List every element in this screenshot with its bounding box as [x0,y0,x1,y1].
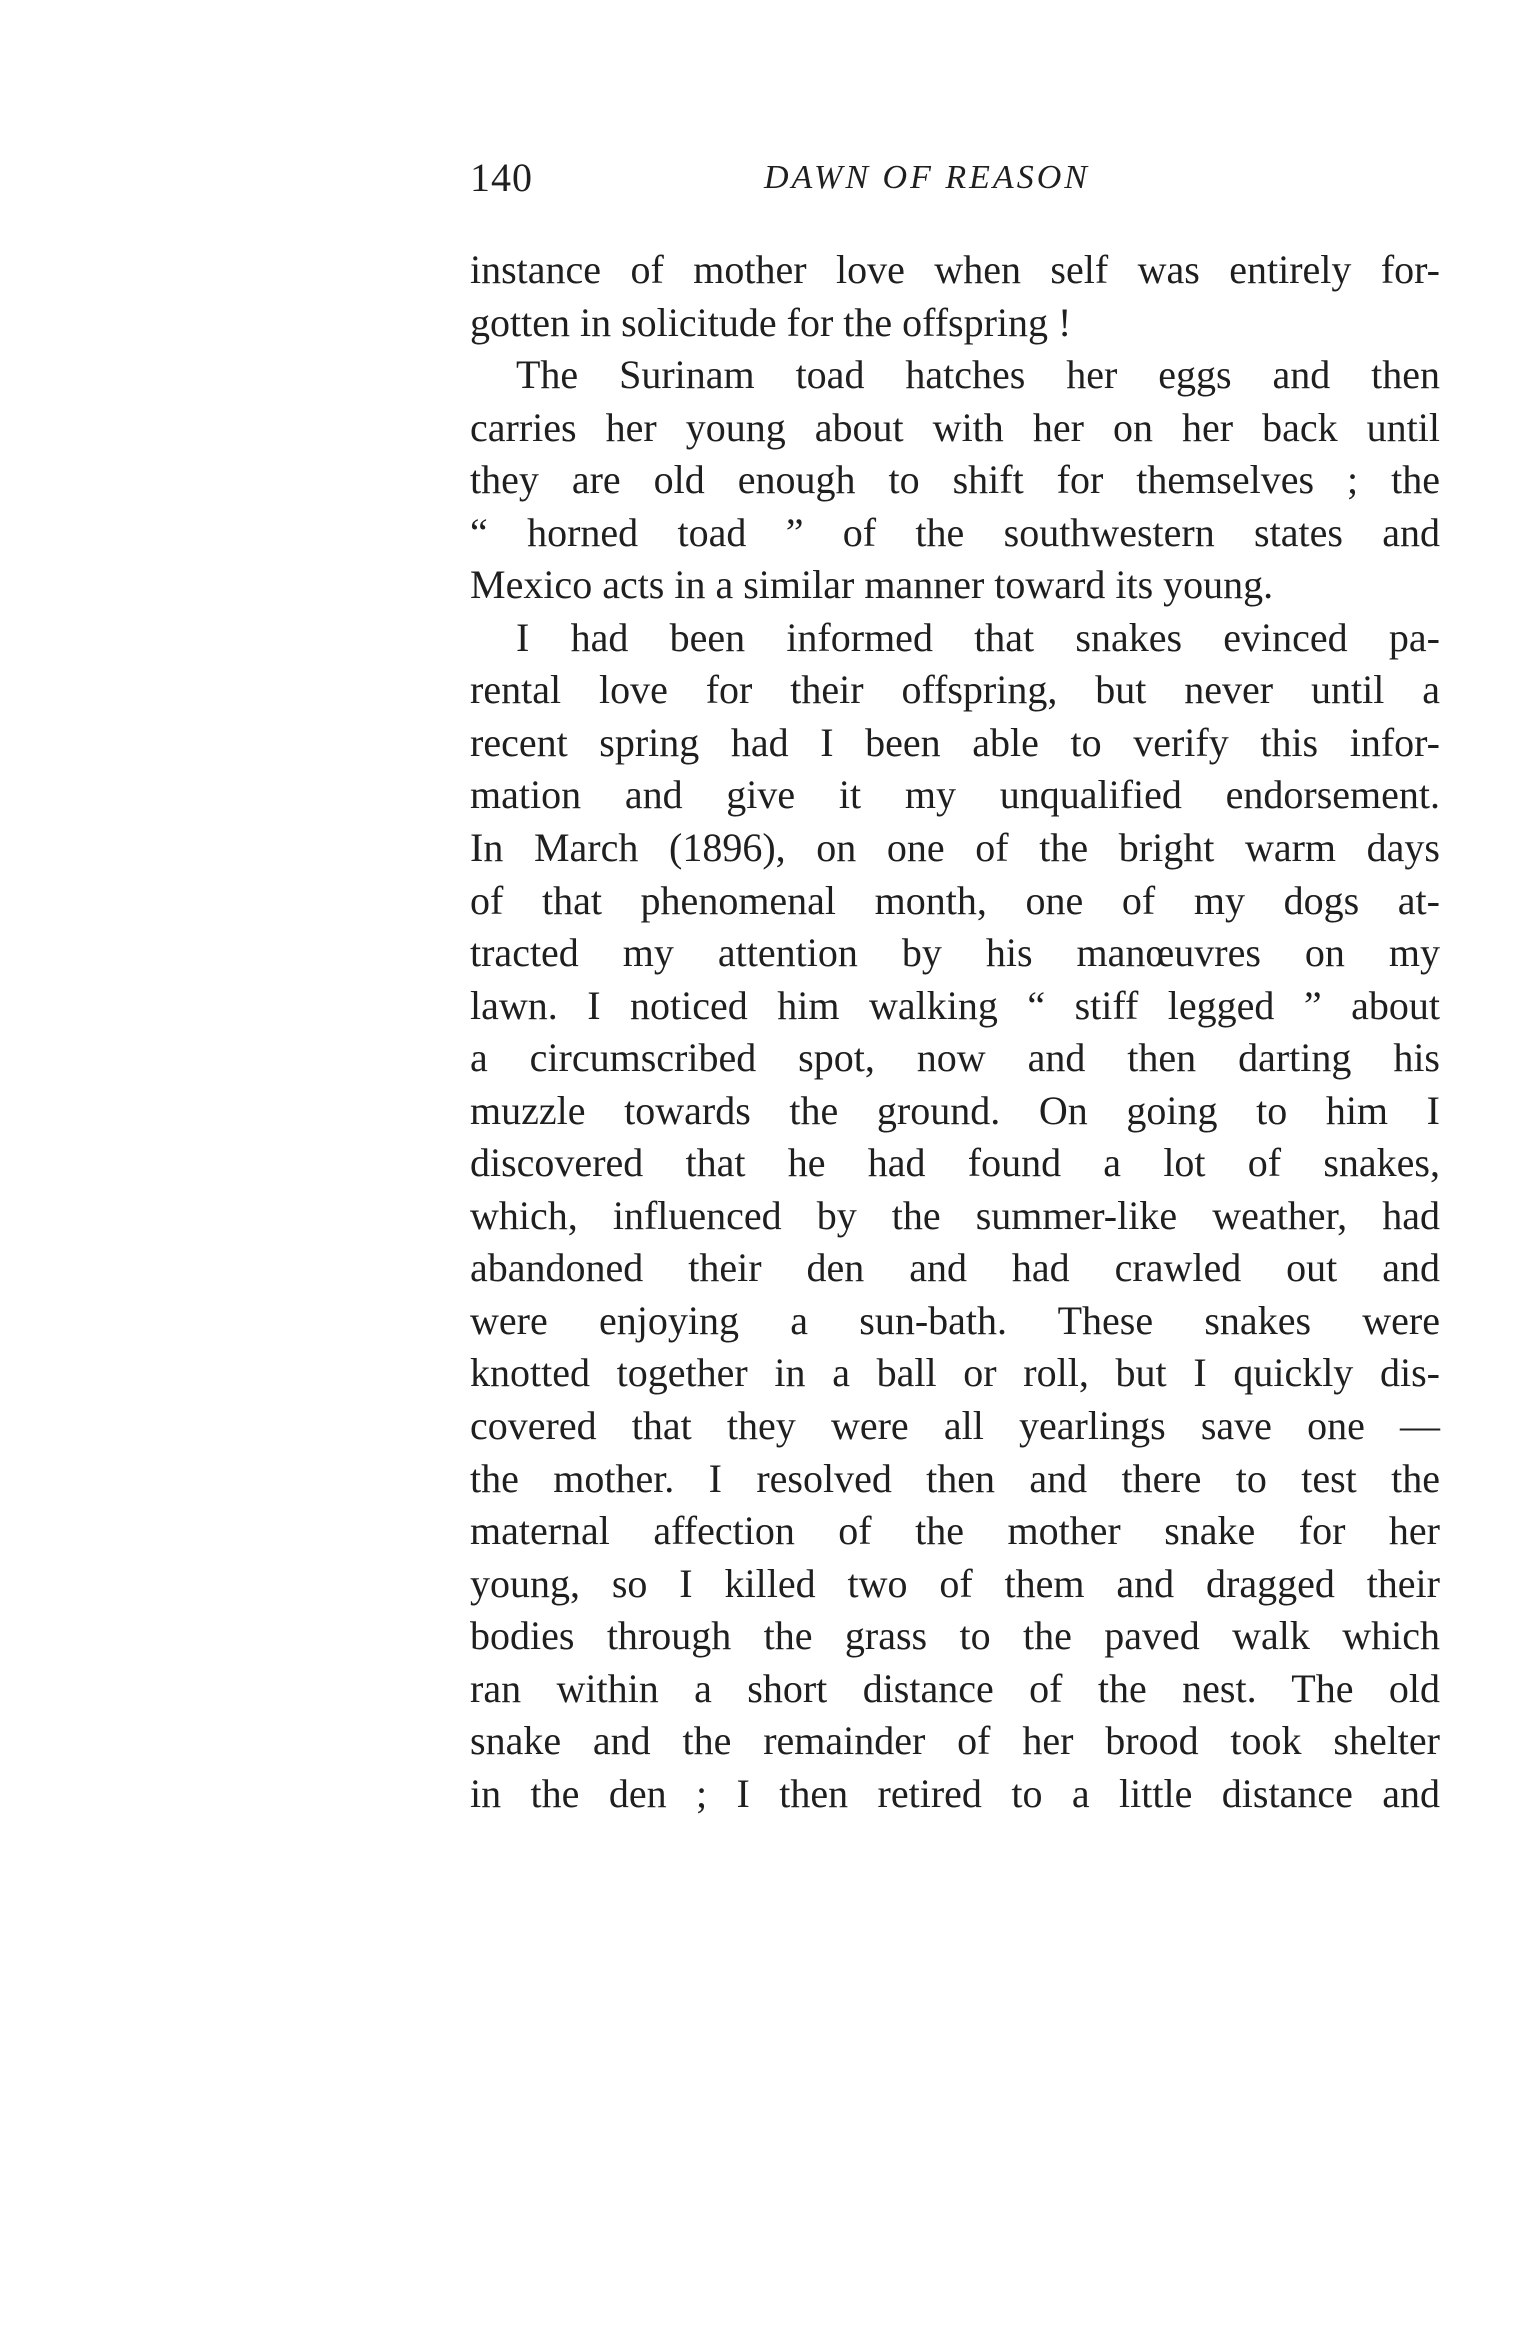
text-line: mation and give it my unqualified endorsement. [470,772,1440,818]
text-line: The Surinam toad hatches her eggs and then [516,352,1440,398]
text-line: Mexico acts in a similar manner toward its young. [470,562,1274,608]
text-line: instance of mother love when self was entirely for- [470,247,1440,292]
text-line: carries her young about with her on her back until [470,404,1440,450]
text-line: the mother. I resolved then and there to test the [470,1455,1440,1501]
page-number: 140 [470,155,533,200]
text-line: abandoned their den and had crawled out and [470,1245,1440,1291]
text-line: they are old enough to shift for themselves ; the [470,457,1440,503]
text-line: rental love for their offspring, but never until a [470,667,1440,713]
text-line: “ horned toad ” of the southwestern states and [470,509,1440,555]
text-line: of that phenomenal month, one of my dogs at- [470,877,1440,923]
text-line: tracted my attention by his manœuvres on my [470,930,1440,976]
text-line: discovered that he had found a lot of snakes, [470,1140,1440,1186]
text-line: covered that they were all yearlings save one — [470,1403,1440,1449]
text-line: a circumscribed spot, now and then darting his [470,1035,1440,1081]
body-text [470,244,1440,1820]
text-line: muzzle towards the ground. On going to him I [470,1087,1440,1133]
text-line: bodies through the grass to the paved walk which [470,1613,1440,1659]
page-header [470,148,1440,208]
text-line: young, so I killed two of them and dragged their [470,1560,1440,1606]
running-title: DAWN OF REASON [764,159,1090,196]
text-line: knotted together in a ball or roll, but I quickly dis- [470,1350,1440,1396]
text-line: In March (1896), on one of the bright warm days [470,825,1440,871]
text-line: snake and the remainder of her brood took shelter [470,1718,1440,1764]
text-line: gotten in solicitude for the offspring ! [470,299,1072,345]
text-line: ran within a short distance of the nest. The old [470,1665,1440,1711]
text-line: recent spring had I been able to verify this infor- [470,719,1440,765]
text-line: were enjoying a sun-bath. These snakes were [470,1297,1440,1343]
text-line: maternal affection of the mother snake for her [470,1508,1440,1554]
text-line: which, influenced by the summer-like weather, had [470,1192,1440,1238]
text-line: lawn. I noticed him walking “ stiff legged ” about [470,982,1440,1028]
text-line: in the den ; I then retired to a little distance and [470,1770,1440,1816]
text-line: I had been informed that snakes evinced pa- [516,614,1440,660]
